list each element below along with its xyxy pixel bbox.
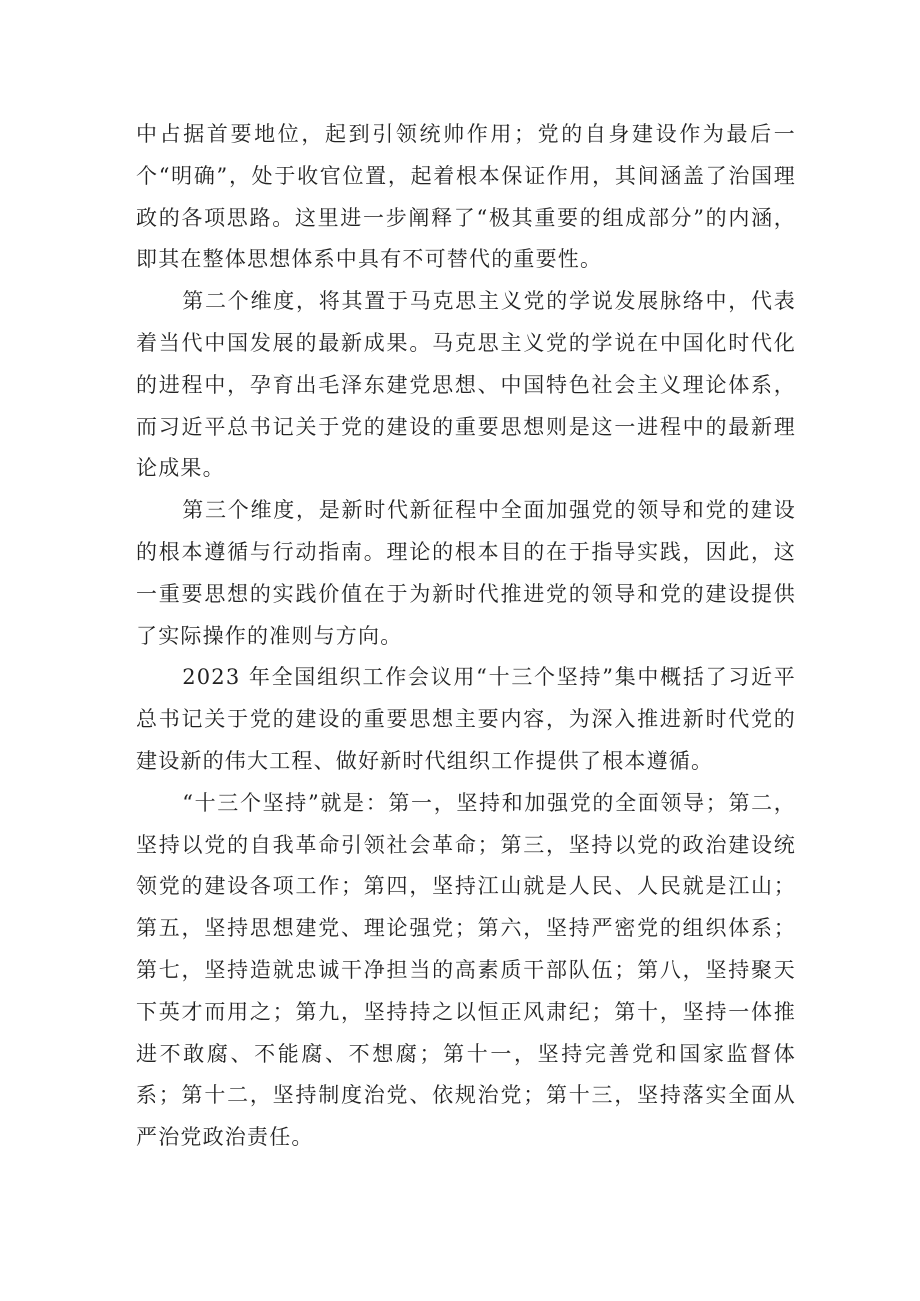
paragraph-third-dimension: 第三个维度，是新时代新征程中全面加强党的领导和党的建设的根本遵循与行动指南。理论的根本目的在于指导实践，因此，这一重要思想的实践价值在于为新时代推进党的领导和党的建设提供了实际操作的准则与方向。 [136,498,796,648]
paragraph-continuation: 中占据首要地位，起到引领统帅作用；党的自身建设作为最后一个“明确”，处于收官位置，起着根本保证作用，其间涵盖了治国理政的各项思路。这里进一步阐释了“极其重要的组成部分”的内涵，即其在整体思想体系中具有不可替代的重要性。 [136,122,796,272]
document-body [136,114,796,1159]
paragraph-thirteen-adherences: “十三个坚持”就是：第一，坚持和加强党的全面领导；第二，坚持以党的自我革命引领社会革命；第三，坚持以党的政治建设统领党的建设各项工作；第四，坚持江山就是人民、人民就是江山；第五，坚持思想建党、理论强党；第六，坚持严密党的组织体系；第七，坚持造就忠诚干净担当的高素质干部队伍；第八，坚持聚天下英才而用之；第九，坚持持之以恒正风肃纪；第十，坚持一体推进不敢腐、不能腐、不想腐；第十一，坚持完善党和国家监督体系；第十二，坚持制度治党、依规治党；第十三，坚持落实全面从严治党政治责任。 [136,790,796,1150]
paragraph-2023-conference: 2023 年全国组织工作会议用“十三个坚持”集中概括了习近平总书记关于党的建设的重要思想主要内容，为深入推进新时代党的建设新的伟大工程、做好新时代组织工作提供了根本遵循。 [136,665,796,773]
paragraph-second-dimension: 第二个维度，将其置于马克思主义党的学说发展脉络中，代表着当代中国发展的最新成果。马克思主义党的学说在中国化时代化的进程中，孕育出毛泽东建党思想、中国特色社会主义理论体系，而习近平总书记关于党的建设的重要思想则是这一进程中的最新理论成果。 [136,289,796,481]
